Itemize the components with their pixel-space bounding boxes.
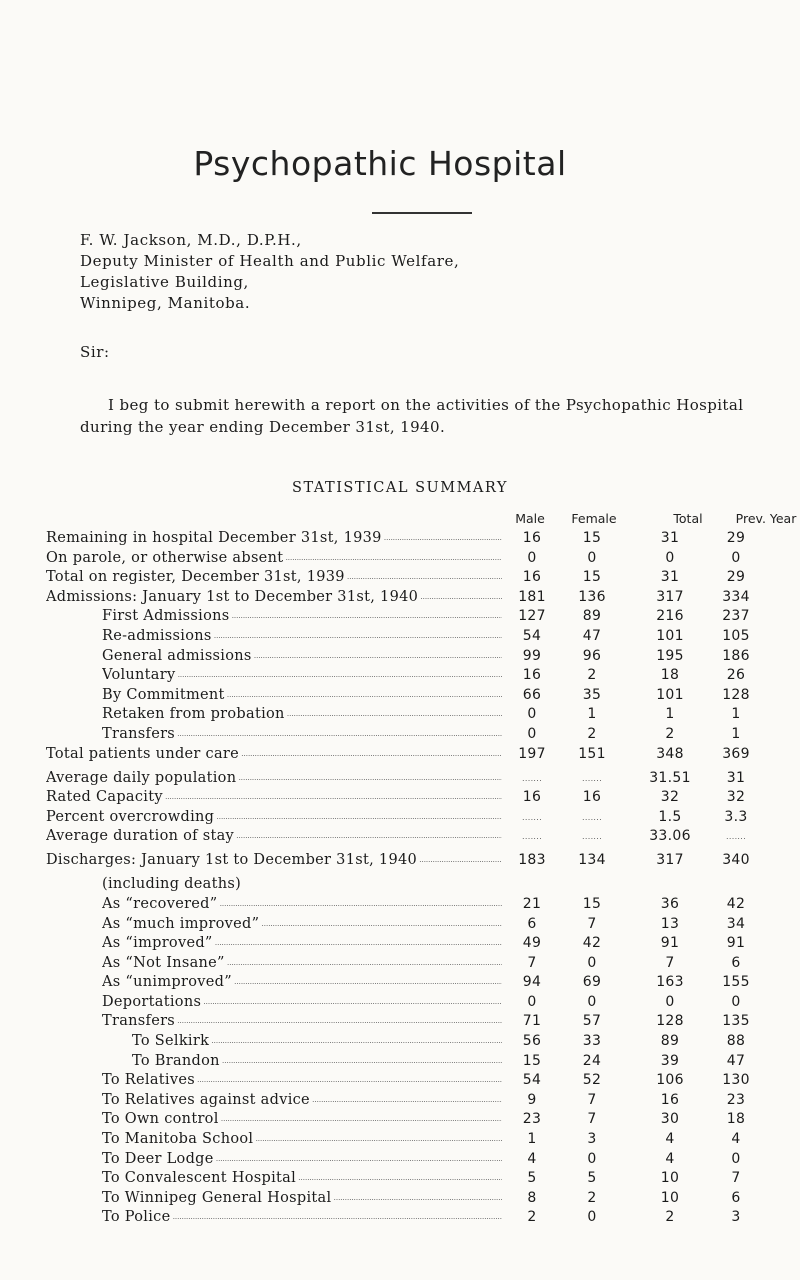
total-value: 91	[660, 935, 680, 952]
prev-year-value: 6	[731, 954, 741, 971]
male-value: 16	[522, 530, 542, 546]
prev-year-value: 237	[722, 608, 750, 625]
row-label: To Manitoba School .....	[102, 1130, 502, 1150]
blank-leader: .......	[522, 812, 542, 822]
total-value: 1.5	[658, 808, 682, 825]
male-value: 5	[527, 1170, 537, 1187]
intro-line-1: I beg to submit herewith a report on the activities of the Psychopathic Hospital	[108, 396, 744, 414]
row-label: On parole, or otherwise absent .....	[46, 549, 502, 569]
prev-year-value: 91	[726, 935, 746, 952]
address-line: Legislative Building,	[80, 273, 249, 291]
blank-leader: .......	[582, 812, 602, 822]
recipient-address	[80, 230, 459, 314]
intro-line-2: during the year ending December 31st, 1940.	[80, 418, 446, 436]
male-value: 71	[522, 1013, 542, 1030]
total-value: 106	[656, 1072, 684, 1089]
row-label: To Convalescent Hospital .....	[102, 1169, 502, 1189]
column-headers	[0, 511, 800, 529]
male-value: 4	[527, 1150, 537, 1167]
page-title: Psychopathic Hospital	[193, 144, 567, 183]
table-row	[0, 666, 800, 686]
male-value	[502, 769, 562, 789]
table-row	[0, 788, 800, 808]
female-value: 89	[582, 608, 602, 625]
prev-year-value: 32	[726, 789, 746, 806]
table-row	[0, 993, 800, 1013]
row-label: To Brandon .....	[132, 1052, 502, 1072]
blank-leader: .......	[582, 832, 602, 842]
prev-year-value: 3	[731, 1209, 741, 1226]
statistics-table	[0, 529, 800, 1228]
male-value	[502, 808, 562, 828]
male-value: 94	[522, 974, 542, 991]
row-label: To Own control .....	[102, 1110, 502, 1130]
male-value: 7	[527, 954, 537, 971]
male-value: 16	[522, 569, 542, 586]
row-label: Average duration of stay .....	[46, 827, 502, 847]
total-value: 2	[665, 725, 675, 742]
row-label: As “unimproved” .....	[102, 973, 502, 993]
male-value: 8	[527, 1189, 537, 1206]
male-value: 197	[518, 745, 546, 762]
female-value	[562, 827, 622, 847]
female-value: 1	[587, 706, 597, 723]
total-value: 31	[660, 569, 680, 586]
prev-year-value: 23	[726, 1091, 746, 1108]
female-value: 15	[582, 895, 602, 912]
female-value: 151	[578, 745, 606, 762]
prev-year-value: 34	[726, 915, 746, 932]
table-row	[0, 769, 800, 789]
prev-year-value: 105	[722, 627, 750, 644]
table-row	[0, 1052, 800, 1072]
female-value: 47	[582, 627, 602, 644]
row-label: Deportations .....	[102, 993, 502, 1013]
female-value: 57	[582, 1013, 602, 1030]
female-value: 2	[587, 725, 597, 742]
header-total: Total	[673, 511, 703, 526]
table-row	[0, 915, 800, 935]
prev-year-value: 369	[722, 745, 750, 762]
prev-year-value: 47	[726, 1052, 746, 1069]
total-value: 33.06	[649, 828, 691, 845]
total-value: 195	[656, 647, 684, 664]
female-value: 24	[582, 1052, 602, 1069]
total-value: 4	[665, 1150, 675, 1167]
table-row	[0, 1150, 800, 1170]
male-value: 9	[527, 1091, 537, 1108]
male-value: 0	[527, 706, 537, 723]
row-label: Transfers .....	[102, 1012, 502, 1032]
female-value: 7	[587, 1091, 597, 1108]
summary-title: STATISTICAL SUMMARY	[292, 480, 508, 496]
female-value: 7	[587, 915, 597, 932]
male-value: 66	[522, 686, 542, 703]
prev-year-value: 29	[726, 569, 746, 586]
prev-year-value: 42	[726, 895, 746, 912]
total-value: 348	[656, 745, 684, 762]
table-row	[0, 627, 800, 647]
female-value: 69	[582, 974, 602, 991]
male-value: 1	[527, 1131, 537, 1148]
total-value: 317	[656, 852, 684, 869]
female-value: 96	[582, 647, 602, 664]
female-value: 35	[582, 686, 602, 703]
female-value: 0	[587, 954, 597, 971]
female-value: 5	[587, 1170, 597, 1187]
total-value: 101	[656, 686, 684, 703]
male-value: 0	[527, 993, 537, 1010]
prev-year-value: 29	[726, 530, 746, 546]
row-label: As “much improved” .....	[102, 915, 502, 935]
row-label: Average daily population .....	[46, 769, 502, 789]
total-value: 7	[665, 954, 675, 971]
female-value: 52	[582, 1072, 602, 1089]
male-value: 6	[527, 915, 537, 932]
total-value: 89	[660, 1033, 680, 1050]
total-value: 31.51	[649, 769, 691, 786]
table-row	[0, 549, 800, 569]
table-row	[0, 647, 800, 667]
total-value: 216	[656, 608, 684, 625]
male-value: 181	[518, 588, 546, 605]
blank-leader: .......	[726, 832, 746, 842]
table-row	[0, 1169, 800, 1189]
total-value: 317	[656, 588, 684, 605]
prev-year-value: 155	[722, 974, 750, 991]
male-value	[502, 827, 562, 847]
female-value: 42	[582, 935, 602, 952]
male-value: 23	[522, 1111, 542, 1128]
male-value: 56	[522, 1033, 542, 1050]
row-label: Rated Capacity .....	[46, 788, 502, 808]
row-label: As “recovered” .....	[102, 895, 502, 915]
table-row	[0, 725, 800, 745]
table-row	[0, 705, 800, 725]
table-row	[0, 851, 800, 875]
row-label: Percent overcrowding .....	[46, 808, 502, 828]
table-row	[0, 954, 800, 974]
total-value: 31	[660, 530, 680, 546]
male-value: 127	[518, 608, 546, 625]
prev-year-value: 18	[726, 1111, 746, 1128]
male-value: 49	[522, 935, 542, 952]
address-line: Winnipeg, Manitoba.	[80, 294, 251, 312]
total-value: 101	[656, 627, 684, 644]
table-row	[0, 1208, 800, 1228]
table-row	[0, 1071, 800, 1091]
total-value: 10	[660, 1189, 680, 1206]
table-row	[0, 875, 800, 895]
salutation: Sir:	[80, 343, 110, 361]
total-value: 39	[660, 1052, 680, 1069]
male-value: 2	[527, 1209, 537, 1226]
total-value: 32	[660, 789, 680, 806]
table-row	[0, 568, 800, 588]
title-divider	[372, 212, 472, 214]
female-value: 136	[578, 588, 606, 605]
row-label: Retaken from probation .....	[102, 705, 502, 725]
total-value: 16	[660, 1091, 680, 1108]
row-label: By Commitment .....	[102, 686, 502, 706]
male-value: 54	[522, 1072, 542, 1089]
female-value: 134	[578, 852, 606, 869]
header-prev-year: Prev. Year	[735, 511, 797, 526]
blank-leader: .......	[522, 832, 542, 842]
table-row	[0, 588, 800, 608]
prev-year-value: 26	[726, 667, 746, 684]
prev-year-value: 0	[731, 549, 741, 566]
female-value	[562, 808, 622, 828]
total-value: 163	[656, 974, 684, 991]
row-label: To Police .....	[102, 1208, 502, 1228]
table-row	[0, 827, 800, 851]
header-male: Male	[515, 511, 545, 526]
row-label: Total on register, December 31st, 1939 .....	[46, 568, 502, 588]
row-label: Voluntary .....	[102, 666, 502, 686]
total-value: 13	[660, 915, 680, 932]
row-label: As “Not Insane” .....	[102, 954, 502, 974]
male-value: 54	[522, 627, 542, 644]
table-row	[0, 529, 800, 549]
row-label: To Relatives .....	[102, 1071, 502, 1091]
prev-year-value: 186	[722, 647, 750, 664]
row-label: Total patients under care .....	[46, 745, 502, 765]
male-value: 15	[522, 1052, 542, 1069]
male-value: 16	[522, 667, 542, 684]
row-label: Admissions: January 1st to December 31st, 1940 .....	[46, 588, 502, 608]
row-label: Re-admissions .....	[102, 627, 502, 647]
row-label: (including deaths)	[102, 876, 242, 893]
total-value: 4	[665, 1131, 675, 1148]
table-row	[0, 1189, 800, 1209]
female-value: 0	[587, 993, 597, 1010]
address-line: F. W. Jackson, M.D., D.P.H.,	[80, 231, 302, 249]
row-label: As “improved” .....	[102, 934, 502, 954]
total-value: 128	[656, 1013, 684, 1030]
table-row	[0, 1091, 800, 1111]
male-value: 0	[527, 725, 537, 742]
intro-paragraph	[80, 394, 792, 438]
total-value: 18	[660, 667, 680, 684]
female-value: 3	[587, 1131, 597, 1148]
table-row	[0, 686, 800, 706]
prev-year-value: 135	[722, 1013, 750, 1030]
prev-year-value: 6	[731, 1189, 741, 1206]
table-row	[0, 808, 800, 828]
female-value: 0	[587, 549, 597, 566]
female-value: 2	[587, 667, 597, 684]
male-value: 16	[522, 789, 542, 806]
header-female: Female	[571, 511, 617, 526]
table-row	[0, 745, 800, 769]
total-value: 1	[665, 706, 675, 723]
row-label: Discharges: January 1st to December 31st, 1940 .....	[46, 851, 502, 871]
female-value: 33	[582, 1033, 602, 1050]
table-row	[0, 973, 800, 993]
table-row	[0, 1110, 800, 1130]
row-label: To Selkirk .....	[132, 1032, 502, 1052]
female-value: 15	[582, 569, 602, 586]
table-row	[0, 607, 800, 627]
table-row	[0, 1012, 800, 1032]
total-value: 36	[660, 895, 680, 912]
prev-year-value: 4	[731, 1131, 741, 1148]
row-label: First Admissions .....	[102, 607, 502, 627]
female-value: 15	[582, 530, 602, 546]
male-value: 183	[518, 852, 546, 869]
table-row	[0, 895, 800, 915]
male-value: 0	[527, 549, 537, 566]
female-value: 16	[582, 789, 602, 806]
prev-year-value: 1	[731, 706, 741, 723]
total-value: 2	[665, 1209, 675, 1226]
table-row	[0, 934, 800, 954]
prev-year-value: 7	[731, 1170, 741, 1187]
total-value: 0	[665, 549, 675, 566]
prev-year-value: 340	[722, 852, 750, 869]
table-row	[0, 1130, 800, 1150]
address-line: Deputy Minister of Health and Public Welfare,	[80, 252, 460, 270]
prev-year-value: 0	[731, 993, 741, 1010]
prev-year-value: 1	[731, 725, 741, 742]
female-value: 2	[587, 1189, 597, 1206]
blank-leader: .......	[582, 773, 602, 783]
prev-year-value: 3.3	[724, 808, 748, 825]
prev-year-value: 31	[726, 769, 746, 786]
female-value: 0	[587, 1209, 597, 1226]
blank-leader: .......	[522, 773, 542, 783]
male-value: 99	[522, 647, 542, 664]
female-value: 0	[587, 1150, 597, 1167]
prev-year-value: 0	[731, 1150, 741, 1167]
prev-year-value: 130	[722, 1072, 750, 1089]
prev-year-value	[706, 827, 766, 847]
prev-year-value: 128	[722, 686, 750, 703]
row-label: To Deer Lodge .....	[102, 1150, 502, 1170]
row-label: Remaining in hospital December 31st, 1939 .....	[46, 529, 502, 549]
total-value: 0	[665, 993, 675, 1010]
male-value: 21	[522, 895, 542, 912]
prev-year-value: 88	[726, 1033, 746, 1050]
total-value: 10	[660, 1170, 680, 1187]
female-value: 7	[587, 1111, 597, 1128]
row-label: General admissions .....	[102, 647, 502, 667]
row-label: To Winnipeg General Hospital .....	[102, 1189, 502, 1209]
table-row	[0, 1032, 800, 1052]
female-value	[562, 769, 622, 789]
total-value: 30	[660, 1111, 680, 1128]
row-label: Transfers .....	[102, 725, 502, 745]
prev-year-value: 334	[722, 588, 750, 605]
row-label: To Relatives against advice .....	[102, 1091, 502, 1111]
